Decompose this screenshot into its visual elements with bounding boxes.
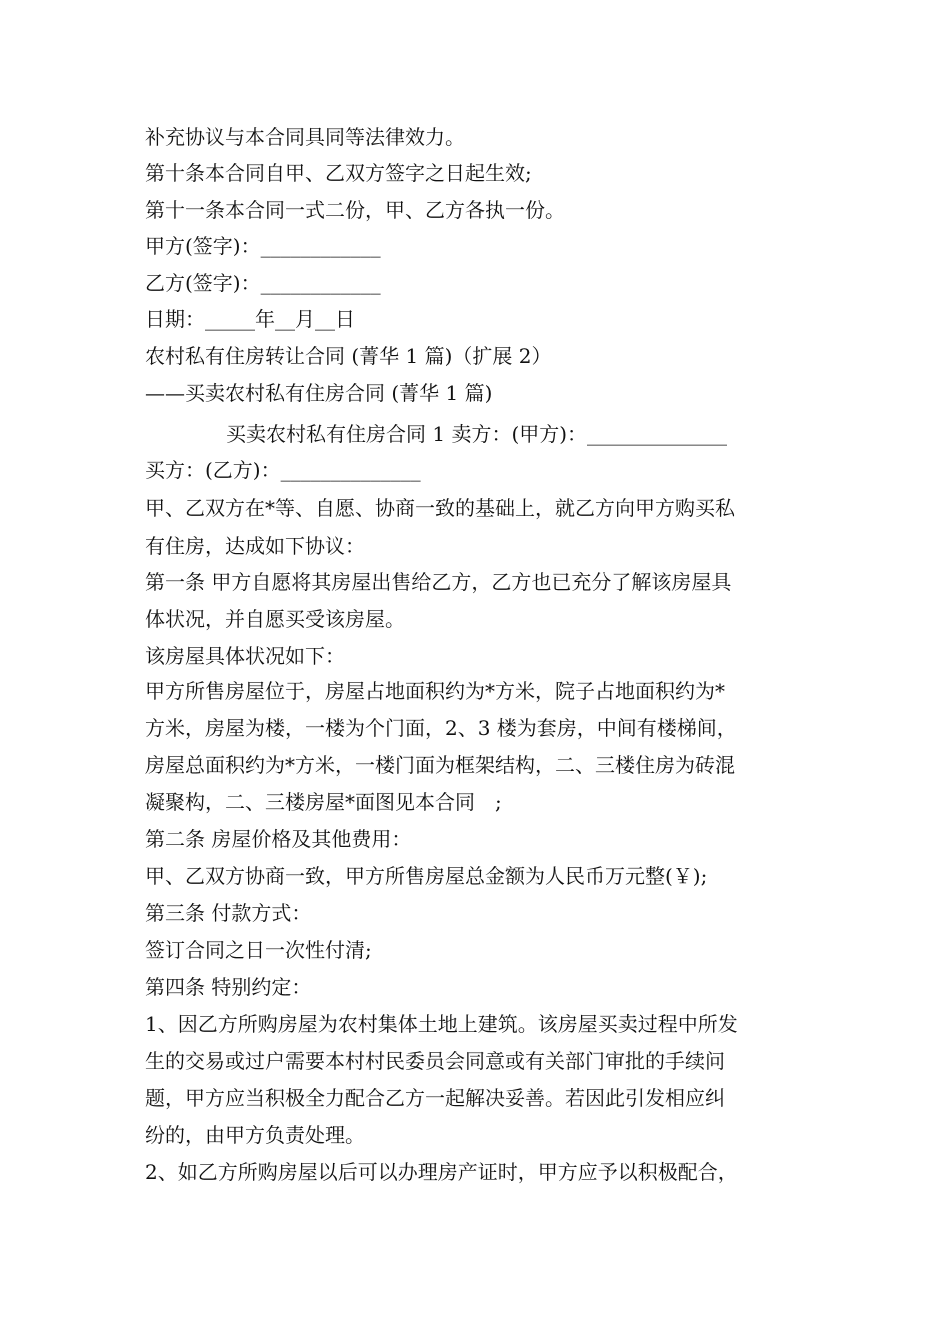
clause-2-heading: 第二条 房屋价格及其他费用： (145, 827, 412, 851)
party-a-signature: 甲方(签字)：____________ (145, 234, 381, 258)
clause-11: 第十一条本合同一式二份，甲、乙方各执一份。 (145, 198, 565, 222)
house-description-3: 房屋总面积约为*方米，一楼门面为框架结构，二、三楼住房为砖混 (145, 753, 735, 777)
clause-1-line-1: 第一条 甲方自愿将其房屋出售给乙方，乙方也已充分了解该房屋具 (145, 570, 732, 594)
section-title: 农村私有住房转让合同 (菁华 1 篇)（扩展 2） (145, 344, 552, 368)
clause-10: 第十条本合同自甲、乙双方签字之日起生效; (145, 161, 532, 185)
clause-3-heading: 第三条 付款方式： (145, 901, 312, 925)
clause-3-body: 签订合同之日一次性付清; (145, 938, 372, 962)
party-b-signature: 乙方(签字)：____________ (145, 271, 381, 295)
clause-4-heading: 第四条 特别约定： (145, 975, 312, 999)
house-description-4: 凝聚构，二、三楼房屋*面图见本合同 ; (145, 790, 502, 814)
paragraph-supplement-validity: 补充协议与本合同具同等法律效力。 (145, 125, 465, 149)
clause-1-line-2: 体状况，并自愿买受该房屋。 (145, 607, 405, 631)
clause-2-body: 甲、乙双方协商一致，甲方所售房屋总金额为人民币万元整(￥); (145, 864, 708, 888)
house-description-2: 方米，房屋为楼，一楼为个门面，2、3 楼为套房，中间有楼梯间， (145, 716, 737, 740)
section-subtitle: ——买卖农村私有住房合同 (菁华 1 篇) (145, 381, 493, 405)
buyer-line: 买方：(乙方)：______________ (145, 458, 421, 482)
date-line: 日期：_____年__月__日 (145, 307, 355, 331)
house-description-1: 甲方所售房屋位于，房屋占地面积约为*方米，院子占地面积约为* (145, 679, 725, 703)
house-status-heading: 该房屋具体状况如下： (145, 644, 345, 668)
special-item-1-line-4: 纷的，由甲方负责处理。 (145, 1123, 365, 1147)
special-item-2-line-1: 2、如乙方所购房屋以后可以办理房产证时，甲方应予以积极配合， (145, 1160, 738, 1184)
contract-title-seller: 买卖农村私有住房合同 1 卖方：(甲方)：______________ (226, 422, 728, 446)
paragraph-intro-1: 甲、乙双方在*等、自愿、协商一致的基础上，就乙方向甲方购买私 (145, 496, 735, 520)
special-item-1-line-3: 题，甲方应当积极全力配合乙方一起解决妥善。若因此引发相应纠 (145, 1086, 725, 1110)
special-item-1-line-2: 生的交易或过户需要本村村民委员会同意或有关部门审批的手续问 (145, 1049, 725, 1073)
special-item-1-line-1: 1、因乙方所购房屋为农村集体土地上建筑。该房屋买卖过程中所发 (145, 1012, 738, 1036)
paragraph-intro-2: 有住房，达成如下协议： (145, 534, 365, 558)
